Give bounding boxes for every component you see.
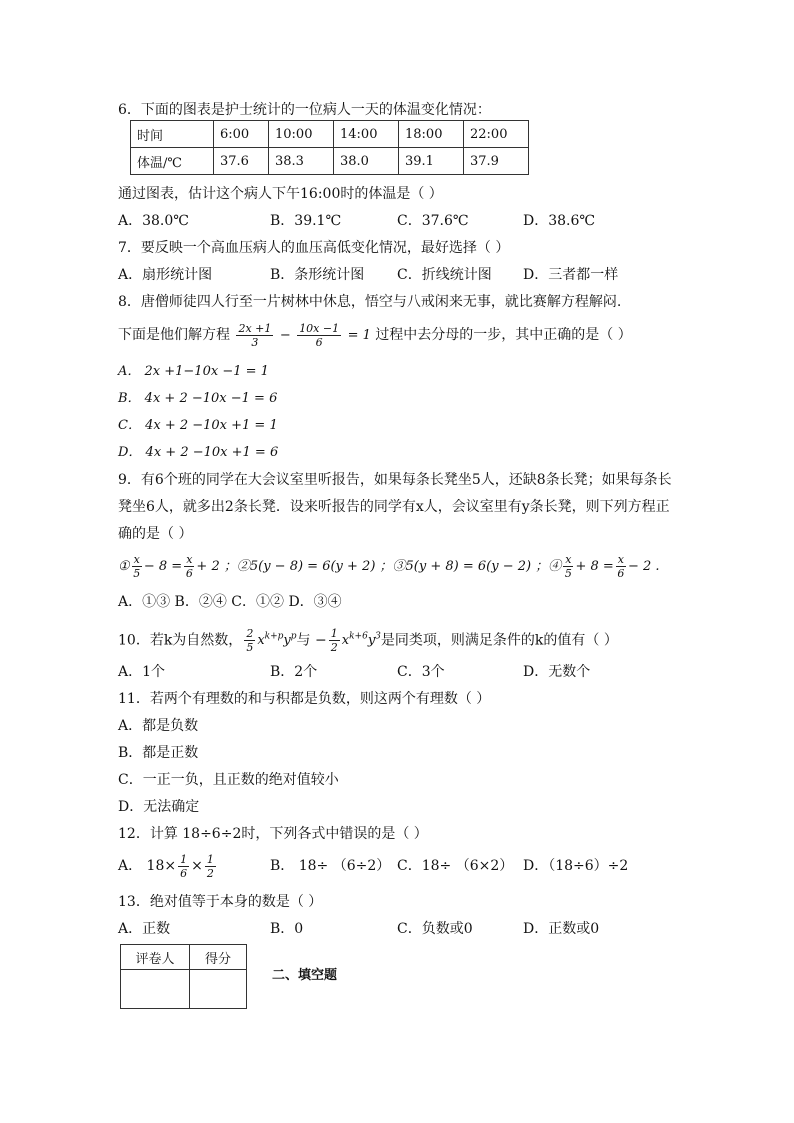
q9-stem-line1: 9．有6个班的同学在大会议室里听报告，如果每条长凳坐5人，还缺8条长凳；如果每条长 [118, 472, 672, 488]
fraction-denominator: 2 [330, 640, 338, 654]
eq-3: ③5(y + 8) = 6(y − 2) ； [392, 559, 549, 574]
q6-stem: 6．下面的图表是护士统计的一位病人一天的体温变化情况： [118, 102, 491, 118]
temperature-table [130, 120, 529, 175]
grader-reviewer-cell[interactable] [121, 970, 190, 1009]
q11-option-b: B．都是正数 [118, 745, 199, 761]
q6-option-d: D．38.6℃ [523, 213, 596, 229]
q13-option-c: C．负数或0 [397, 921, 473, 937]
fraction-denominator: 6 [617, 567, 625, 580]
table-cell: 14:00 [334, 121, 399, 148]
q8-fraction-1 [236, 322, 273, 349]
table-cell: 39.1 [399, 148, 464, 175]
q6-option-a: A．38.0℃ [118, 213, 189, 229]
eq-4-mid: + 8 = [575, 559, 614, 574]
fraction [244, 627, 255, 654]
grader-header-score: 得分 [190, 945, 247, 970]
term-1 [257, 633, 296, 648]
fraction-numerator: x [133, 553, 140, 566]
fraction-denominator: 5 [133, 567, 141, 580]
table-cell: 38.3 [269, 148, 334, 175]
fraction-numerator: 1 [180, 852, 188, 866]
q7-option-b: B．条形统计图 [270, 267, 365, 283]
table-row [131, 121, 529, 148]
fraction-denominator: 2 [206, 866, 214, 880]
eq-1-post: + 2 ； [196, 559, 237, 574]
q11-option-d: D．无法确定 [118, 799, 200, 815]
q13-stem: 13．绝对值等于本身的数是（ ） [118, 894, 323, 910]
fraction [132, 553, 142, 580]
q8-stem-line2 [118, 320, 632, 351]
table-cell: 22:00 [464, 121, 529, 148]
q7-option-c: C．折线统计图 [397, 267, 492, 283]
q6-option-c: C．37.6℃ [397, 213, 469, 229]
fraction [329, 627, 340, 654]
variable-x: x [341, 633, 350, 649]
q8-fraction-2 [297, 322, 341, 349]
table-cell: 37.9 [464, 148, 529, 175]
table-cell: 37.6 [214, 148, 269, 175]
eq-4-post: − 2 . [627, 559, 660, 574]
exponent: k+6 [349, 632, 368, 642]
q11-option-a: A．都是负数 [118, 718, 199, 734]
q9-stem-line3: 确的是（ ） [118, 526, 193, 542]
equation-rhs: = 1 [347, 328, 371, 343]
q7-option-d: D．三者都一样 [523, 267, 619, 283]
q9-equations [118, 552, 660, 582]
eq-1-label: ① [118, 559, 130, 574]
q12-option-c: C．18÷ （6×2） [397, 858, 514, 874]
q7-option-a: A．扇形统计图 [118, 267, 213, 283]
q9-options: A．①③ B．②④ C．①② D．③④ [118, 594, 342, 610]
q11-stem: 11．若两个有理数的和与积都是负数，则这两个有理数（ ） [118, 691, 491, 707]
q10-stem-post: 是同类项，则满足条件的k的值有（ ） [380, 632, 618, 649]
q12-option-b: B． 18÷ （6÷2） [270, 858, 391, 874]
fraction-numerator: 1 [206, 852, 214, 866]
eq-1-mid: − 8 = [143, 559, 183, 574]
table-cell: 体温/℃ [131, 148, 214, 175]
q10-stem-pre: 10．若k为自然数， [118, 632, 243, 649]
q6-question: 通过图表，估计这个病人下午16:00时的体温是（ ） [118, 186, 443, 202]
q12-option-d: D．（18÷6）÷2 [523, 858, 629, 874]
grader-score-cell[interactable] [190, 970, 247, 1009]
q13-option-a: A．正数 [118, 921, 171, 937]
q12-option-a [118, 850, 218, 882]
table-cell: 时间 [131, 121, 214, 148]
q13-option-b: B．0 [270, 921, 304, 937]
table-cell: 38.0 [334, 148, 399, 175]
q10-stem [118, 620, 618, 658]
table-row [121, 970, 247, 1009]
minus-sign: − [279, 328, 291, 343]
table-row [131, 148, 529, 175]
q8-stem-post: 过程中去分母的一步，其中正确的是（ ） [375, 327, 632, 343]
q8-option-c: C． 4x + 2 −10x +1 = 1 [118, 418, 278, 433]
q8-stem-line1: 8．唐僧师徒四人行至一片树林中休息，悟空与八戒闲来无事，就比赛解方程解闷. [118, 294, 622, 310]
table-cell: 18:00 [399, 121, 464, 148]
q8-option-d: D． 4x + 2 −10x +1 = 6 [118, 445, 279, 460]
fraction-numerator: x [565, 553, 572, 566]
q10-option-b: B．2个 [270, 664, 318, 680]
fraction-numerator: 1 [330, 626, 338, 640]
q12-stem: 12．计算 18÷6÷2时，下列各式中错误的是（ ） [118, 826, 428, 842]
fraction-denominator: 6 [180, 866, 188, 880]
fraction [563, 553, 573, 580]
variable-x: x [257, 633, 265, 649]
q10-option-c: C．3个 [397, 664, 445, 680]
q8-stem-pre: 下面是他们解方程 [118, 327, 230, 343]
table-row [121, 945, 247, 970]
q9-stem-line2: 凳坐6人，就多出2条长凳．设来听报告的同学有x人，会议室里有y条长凳，则下列方程正 [118, 499, 670, 515]
q11-option-c: C．一正一负，且正数的绝对值较小 [118, 772, 339, 788]
fraction-numerator: x [186, 553, 193, 566]
fraction-denominator: 6 [185, 567, 193, 580]
eq-4-label: ④ [548, 559, 562, 574]
fraction-denominator: 3 [251, 335, 259, 349]
fraction-denominator: 6 [315, 335, 323, 349]
q8-option-b: B． 4x + 2 −10x −1 = 6 [118, 391, 278, 406]
variable-y: y [367, 633, 376, 649]
connector: 与 − [296, 632, 327, 649]
option-a-pre: A． 18× [118, 858, 177, 874]
exponent: k+p [264, 632, 284, 642]
fraction-numerator: 2x +1 [238, 321, 272, 335]
eq-2: ②5(y − 8) = 6(y + 2) ； [236, 559, 393, 574]
fraction [205, 853, 216, 880]
table-cell: 10:00 [269, 121, 334, 148]
fraction [178, 853, 189, 880]
q10-option-a: A．1个 [118, 664, 166, 680]
grader-header-reviewer: 评卷人 [121, 945, 190, 970]
times-sign: × [191, 858, 203, 874]
grader-table [120, 944, 247, 1009]
q10-option-d: D．无数个 [523, 664, 591, 680]
fraction [184, 553, 194, 580]
q13-option-d: D．正数或0 [523, 921, 600, 937]
fraction-numerator: x [617, 553, 624, 566]
fraction-denominator: 5 [246, 640, 254, 654]
q8-option-a: A． 2x +1−10x −1 = 1 [118, 364, 269, 379]
section-title: 二、填空题 [272, 968, 338, 983]
term-2 [342, 633, 381, 648]
q6-option-b: B．39.1℃ [270, 213, 342, 229]
variable-y: y [283, 633, 291, 649]
exponent: p [290, 632, 297, 642]
q7-stem: 7．要反映一个高血压病人的血压高低变化情况，最好选择（ ） [118, 240, 510, 256]
fraction-denominator: 5 [564, 567, 572, 580]
exponent: 3 [375, 632, 381, 642]
table-cell: 6:00 [214, 121, 269, 148]
fraction [616, 553, 626, 580]
fraction-numerator: 10x −1 [299, 321, 340, 335]
fraction-numerator: 2 [246, 626, 254, 640]
